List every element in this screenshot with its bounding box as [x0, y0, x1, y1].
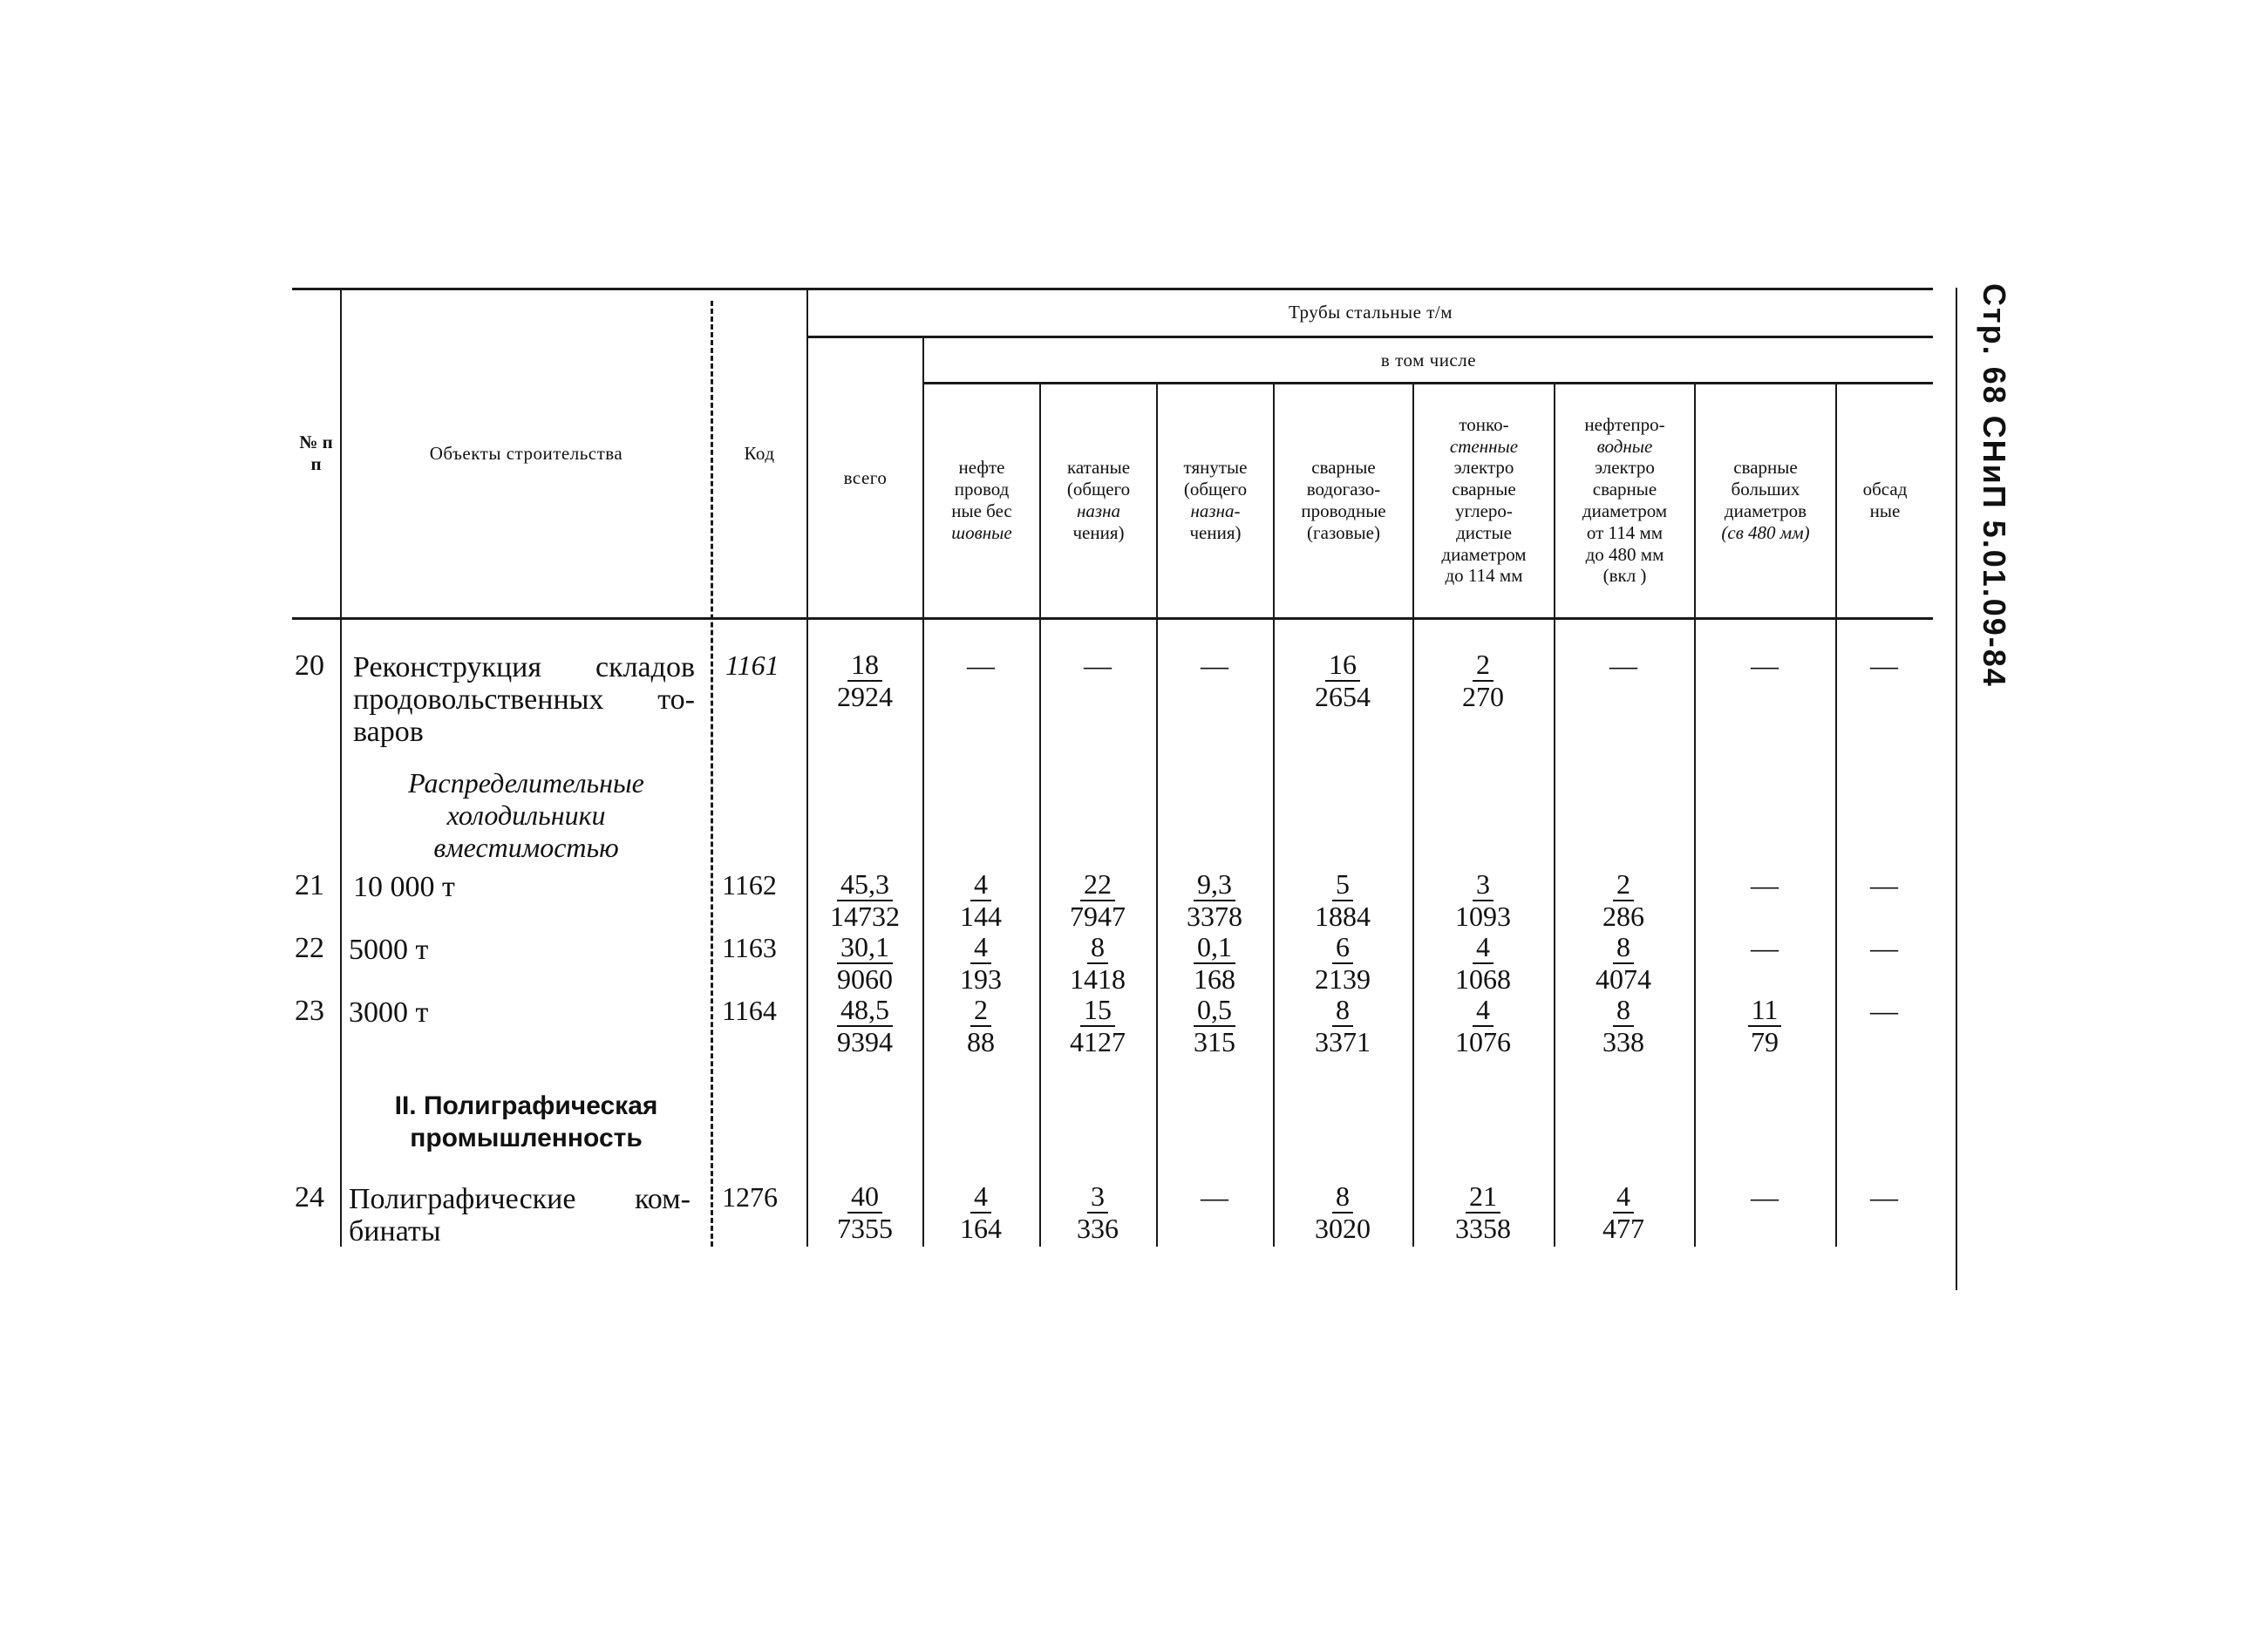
row-22-code: 1163: [722, 932, 777, 963]
value-fraction: [834, 995, 896, 1057]
header-col-drawn-l1: тянутые: [1183, 457, 1248, 479]
row-21-object: [353, 871, 695, 903]
header-col-large-diameter-l3: диаметров: [1724, 500, 1807, 521]
value-fraction: [956, 869, 1005, 932]
section-printing: [342, 1090, 711, 1154]
header-col-welded-gas-l3: проводные: [1301, 500, 1386, 521]
header-col-rolled-l4: чения): [1072, 521, 1125, 543]
header-col-thin-wall-l7: диаметром: [1441, 543, 1527, 565]
header-object: [342, 289, 711, 617]
row-22-object: [349, 934, 691, 966]
header-col-drawn-l2: (общего: [1183, 479, 1248, 500]
value-denominator: 4074: [1596, 963, 1651, 995]
section-printing-l2: промышленность: [410, 1124, 643, 1152]
value-dash: —: [1084, 649, 1112, 681]
value-denominator: 14732: [830, 901, 900, 932]
value-numerator: 8: [1332, 995, 1353, 1027]
value-numerator: 8: [1613, 995, 1634, 1027]
value-fraction: [1747, 995, 1782, 1057]
value-fraction: [1311, 995, 1374, 1057]
header-total: [808, 338, 922, 617]
value-dash: —: [1751, 932, 1779, 963]
value-fraction: [956, 1181, 1005, 1244]
row-23-code: 1164: [722, 995, 777, 1026]
value-denominator: 336: [1077, 1213, 1119, 1244]
header-col-oil-pipeline-l1: нефтепро-: [1584, 413, 1665, 435]
value-fraction: [1066, 932, 1129, 995]
header-col-thin-wall-l1: тонко-: [1459, 413, 1509, 435]
header-col-large-diameter-l4: (св 480 мм): [1721, 521, 1810, 543]
header-pipes-group-text: Трубы стальные т/м: [1288, 302, 1453, 323]
value-numerator: 8: [1332, 1181, 1353, 1214]
row-24-object-l2: бинаты: [349, 1215, 441, 1247]
value-fraction: [956, 932, 1005, 995]
row-21-num: 21: [295, 869, 324, 901]
value-denominator: 477: [1602, 1213, 1644, 1244]
value-denominator: 3371: [1315, 1026, 1371, 1057]
header-total-text: всего: [843, 466, 888, 488]
value-fraction: [963, 995, 998, 1057]
header-col-thin-wall-l3: электро: [1453, 457, 1514, 479]
header-col-large-diameter-l1: сварные: [1733, 457, 1798, 479]
header-col-large-diameter-l2: больших: [1731, 479, 1800, 500]
value-numerator: 4: [970, 932, 991, 964]
value-numerator: 0,1: [1194, 932, 1235, 964]
header-col-casing-l2: ные: [1869, 500, 1901, 521]
row-22-object-l1: 5000 т: [349, 934, 429, 966]
value-denominator: 7947: [1070, 901, 1126, 932]
value-numerator: 8: [1087, 932, 1108, 964]
value-denominator: 3020: [1315, 1213, 1371, 1244]
section-refrigerators-l2: холодильники: [446, 799, 606, 831]
value-dash: —: [1870, 932, 1898, 963]
value-fraction: [1190, 995, 1239, 1057]
value-numerator: 40: [847, 1181, 882, 1214]
value-denominator: 3358: [1455, 1213, 1511, 1244]
value-fraction: [1190, 932, 1239, 995]
table-right-edge: [1956, 288, 1957, 1290]
header-col-oil-pipeline-l2: водные: [1596, 435, 1653, 457]
value-numerator: 9,3: [1194, 869, 1235, 901]
row-23-object-l1: 3000 т: [349, 996, 429, 1029]
value-dash: —: [1870, 995, 1898, 1026]
value-fraction: [1452, 869, 1514, 932]
value-numerator: 3: [1087, 1181, 1108, 1214]
value-denominator: 88: [967, 1026, 995, 1057]
value-numerator: 48,5: [837, 995, 893, 1027]
row-20-object-l1: Реконструкция складов: [353, 651, 695, 683]
header-col-thin-wall-l2: стенные: [1449, 435, 1519, 457]
value-denominator: 9394: [837, 1026, 893, 1057]
value-dash: —: [1751, 869, 1779, 901]
section-refrigerators-l3: вместимостью: [433, 832, 619, 863]
row-20-num: 20: [295, 649, 324, 682]
value-numerator: 5: [1332, 869, 1353, 901]
header-col-oil-pipeline: [1555, 384, 1694, 617]
row-20-object: [353, 651, 695, 748]
header-col-rolled-l1: катаные: [1066, 457, 1131, 479]
value-numerator: 16: [1325, 649, 1360, 682]
header-col-casing-l1: обсад: [1862, 479, 1908, 500]
value-denominator: 1418: [1070, 963, 1126, 995]
header-col-drawn-l3: назна-: [1190, 500, 1241, 521]
value-numerator: 6: [1332, 932, 1353, 964]
value-numerator: 2: [970, 995, 991, 1027]
value-fraction: [1066, 869, 1129, 932]
value-denominator: 1093: [1455, 901, 1511, 932]
row-24-num: 24: [295, 1181, 324, 1214]
section-refrigerators: [342, 767, 711, 864]
value-denominator: 338: [1602, 1026, 1644, 1057]
header-col-seamless-l1: нефте: [958, 457, 1005, 479]
value-denominator: 9060: [837, 963, 893, 995]
value-numerator: 15: [1080, 995, 1115, 1027]
header-col-thin-wall-l5: углеро-: [1455, 500, 1513, 521]
value-dash: —: [1751, 1181, 1779, 1213]
header-col-welded-gas-l4: (газовые): [1307, 521, 1380, 543]
header-code-text: Код: [744, 442, 775, 464]
value-numerator: 0,5: [1194, 995, 1235, 1027]
header-col-oil-pipeline-l7: до 480 мм: [1585, 543, 1664, 565]
value-fraction: [1459, 649, 1507, 712]
header-num: [292, 401, 340, 506]
value-numerator: 18: [847, 649, 882, 682]
header-col-drawn: [1158, 384, 1273, 617]
value-denominator: 79: [1751, 1026, 1779, 1057]
value-fraction: [1599, 1181, 1648, 1244]
value-denominator: 286: [1602, 901, 1644, 932]
value-denominator: 7355: [837, 1213, 893, 1244]
value-fraction: [827, 869, 903, 932]
value-denominator: 2924: [837, 681, 893, 712]
header-col-oil-pipeline-l5: диаметром: [1582, 500, 1668, 521]
value-fraction: [834, 649, 896, 712]
row-20-code: 1161: [725, 649, 779, 681]
header-col-oil-pipeline-l4: сварные: [1592, 479, 1657, 500]
row-20-object-l3: варов: [353, 716, 424, 748]
header-col-seamless: [924, 384, 1039, 617]
value-numerator: 4: [970, 869, 991, 901]
header-col-seamless-l3: ные бес: [951, 500, 1012, 521]
value-numerator: 4: [1473, 995, 1494, 1027]
value-numerator: 45,3: [837, 869, 893, 901]
value-numerator: 4: [1473, 932, 1494, 964]
value-denominator: 144: [960, 901, 1002, 932]
header-col-rolled-l3: назна: [1076, 500, 1120, 521]
value-numerator: 8: [1613, 932, 1634, 964]
header-col-welded-gas-l2: водогазо-: [1306, 479, 1381, 500]
value-denominator: 1884: [1315, 901, 1371, 932]
header-col-thin-wall: [1414, 384, 1554, 617]
value-denominator: 1076: [1455, 1026, 1511, 1057]
header-col-seamless-l2: провод: [954, 479, 1010, 500]
header-col-large-diameter: [1696, 384, 1835, 617]
section-refrigerators-l1: Распределительные: [408, 767, 644, 799]
value-fraction: [1452, 932, 1514, 995]
section-printing-l1: II. Полиграфическая: [394, 1091, 658, 1120]
value-numerator: 2: [1473, 649, 1494, 682]
value-numerator: 4: [1613, 1181, 1634, 1214]
value-fraction: [834, 932, 896, 995]
header-col-thin-wall-l8: до 114 мм: [1445, 565, 1523, 587]
header-col-oil-pipeline-l8: (вкл ): [1602, 565, 1647, 587]
value-numerator: 4: [970, 1181, 991, 1214]
value-dash: —: [1201, 1181, 1228, 1213]
row-20-object-l2: продовольственных то-: [353, 683, 695, 716]
value-numerator: 11: [1748, 995, 1782, 1027]
row-21-object-l1: 10 000 т: [353, 871, 455, 903]
value-fraction: [1073, 1181, 1122, 1244]
value-fraction: [1452, 1181, 1514, 1244]
header-col-rolled: [1041, 384, 1156, 617]
value-denominator: 164: [960, 1213, 1002, 1244]
value-dash: —: [1870, 869, 1898, 901]
value-fraction: [834, 1181, 896, 1244]
value-denominator: 4127: [1070, 1026, 1126, 1057]
value-denominator: 270: [1462, 681, 1504, 712]
value-fraction: [1311, 1181, 1374, 1244]
page-label: Стр. 68 СНиП 5.01.09-84: [1977, 283, 2012, 688]
header-num-text: № п п: [299, 432, 333, 474]
header-bottom-rule: [292, 617, 1933, 620]
value-dash: —: [1201, 649, 1228, 681]
value-denominator: 1068: [1455, 963, 1511, 995]
header-incl: [924, 338, 1933, 382]
value-fraction: [1311, 932, 1374, 995]
value-fraction: [1452, 995, 1514, 1057]
value-fraction: [1599, 995, 1648, 1057]
value-numerator: 22: [1080, 869, 1115, 901]
header-col-rolled-l2: (общего: [1066, 479, 1131, 500]
header-code: [712, 289, 806, 617]
header-col-drawn-l4: чения): [1189, 521, 1242, 543]
value-denominator: 2139: [1315, 963, 1371, 995]
value-denominator: 193: [960, 963, 1002, 995]
value-denominator: 2654: [1315, 681, 1371, 712]
value-numerator: 30,1: [837, 932, 893, 964]
header-pipes-group: [808, 289, 1933, 336]
header-col-thin-wall-l6: дистые: [1456, 521, 1512, 543]
value-dash: —: [1609, 649, 1637, 681]
value-numerator: 2: [1613, 869, 1634, 901]
header-col-seamless-l4: шовные: [951, 521, 1012, 543]
header-col-welded-gas: [1275, 384, 1412, 617]
value-numerator: 3: [1473, 869, 1494, 901]
header-object-text: Объекты строительства: [429, 442, 623, 464]
value-fraction: [1066, 995, 1129, 1057]
value-fraction: [1592, 932, 1655, 995]
header-incl-text: в том числе: [1380, 349, 1477, 371]
row-23-num: 23: [295, 995, 324, 1027]
header-col-welded-gas-l1: сварные: [1311, 457, 1376, 479]
value-denominator: 315: [1194, 1026, 1235, 1057]
value-numerator: 21: [1466, 1181, 1500, 1214]
value-fraction: [1311, 869, 1374, 932]
row-24-code: 1276: [722, 1181, 778, 1213]
value-denominator: 3378: [1187, 901, 1242, 932]
value-fraction: [1311, 649, 1374, 712]
value-dash: —: [1870, 649, 1898, 681]
value-dash: —: [967, 649, 995, 681]
row-24-object-l1: Полиграфические ком-: [349, 1183, 691, 1215]
value-dash: —: [1751, 649, 1779, 681]
row-21-code: 1162: [722, 869, 777, 901]
header-col-oil-pipeline-l6: от 114 мм: [1586, 521, 1664, 543]
row-23-object: [349, 996, 691, 1029]
value-dash: —: [1870, 1181, 1898, 1213]
header-col-casing: [1837, 384, 1933, 617]
header-col-oil-pipeline-l3: электро: [1595, 457, 1655, 479]
row-24-object: [349, 1183, 691, 1247]
header-col-thin-wall-l4: сварные: [1452, 479, 1516, 500]
row-22-num: 22: [295, 932, 324, 964]
value-fraction: [1599, 869, 1648, 932]
value-fraction: [1183, 869, 1246, 932]
value-denominator: 168: [1194, 963, 1235, 995]
